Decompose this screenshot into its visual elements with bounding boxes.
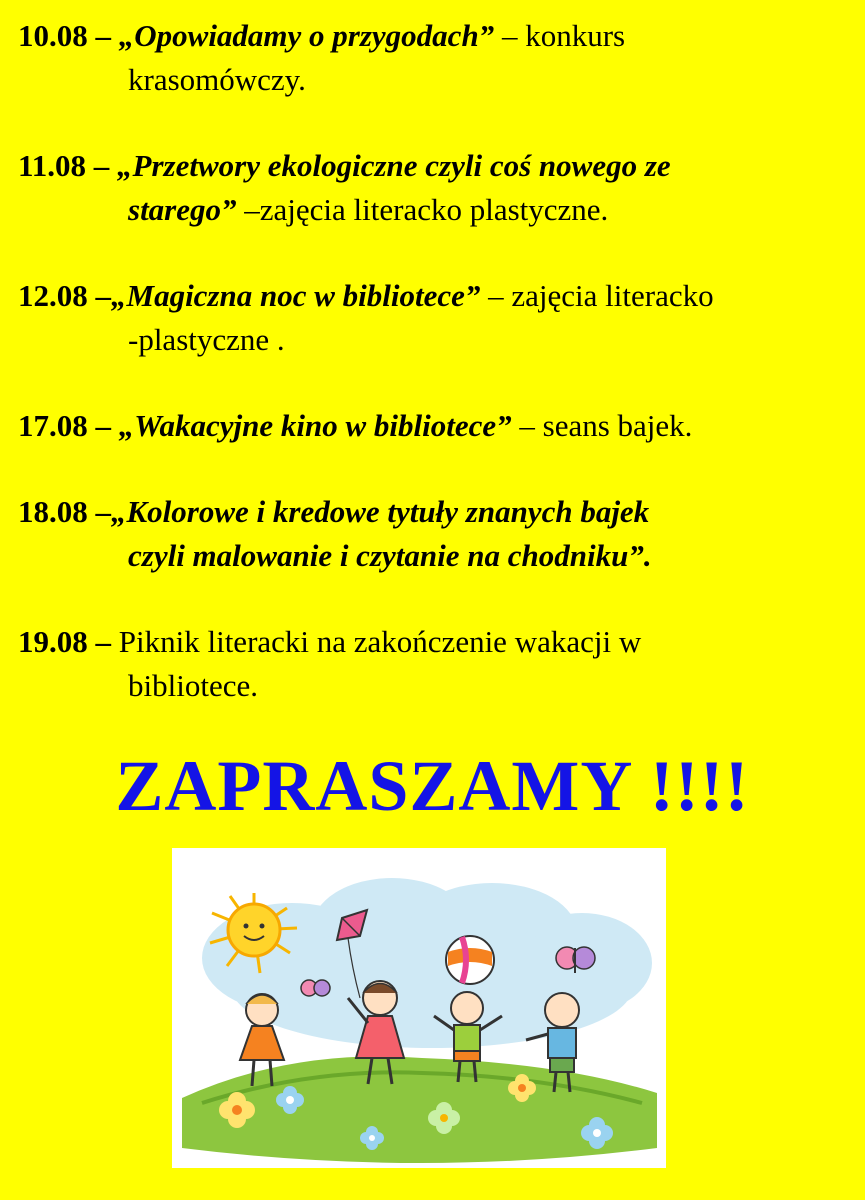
entry-line — [18, 274, 863, 318]
entry-description-cont: krasomówczy. — [128, 62, 306, 97]
entry-date: 10.08 — [18, 18, 88, 53]
entry-date: 19.08 — [18, 624, 88, 659]
children-playing-illustration — [172, 848, 666, 1168]
entry-title: „Wakacyjne kino w bibliotece” — [118, 408, 512, 443]
schedule-entry — [18, 620, 863, 708]
schedule-entry — [18, 404, 863, 448]
entry-title: „Opowiadamy o przygodach” — [118, 18, 495, 53]
entry-description-cont: bibliotece. — [128, 668, 258, 703]
schedule-list — [18, 14, 863, 750]
entry-description: – zajęcia literacko — [480, 278, 714, 313]
entry-dash: – — [87, 278, 111, 313]
entry-title: „Przetwory ekologiczne czyli coś nowego ze — [117, 148, 671, 183]
entry-date: 11.08 — [18, 148, 87, 183]
entry-title-cont: starego” — [128, 192, 237, 227]
schedule-entry — [18, 490, 863, 578]
entry-description: – konkurs — [494, 18, 626, 53]
entry-line — [18, 620, 863, 664]
entry-dash: – — [87, 494, 111, 529]
entry-continuation — [18, 534, 863, 578]
entry-dash: – — [87, 624, 119, 659]
entry-title-cont: czyli malowanie i czytanie na chodniku”. — [128, 538, 652, 573]
entry-continuation — [18, 188, 863, 232]
schedule-entry — [18, 274, 863, 362]
entry-continuation — [18, 664, 863, 708]
entry-dash: – — [86, 148, 118, 183]
entry-line — [18, 490, 863, 534]
entry-line — [18, 14, 863, 58]
entry-description: Piknik literacki na zakończenie wakacji w — [118, 624, 642, 659]
entry-line — [18, 144, 863, 188]
entry-description-cont: –zajęcia literacko plastyczne. — [236, 192, 609, 227]
schedule-entry — [18, 144, 863, 232]
entry-date: 17.08 — [18, 408, 88, 443]
entry-description: – seans bajek. — [511, 408, 693, 443]
ball-icon — [446, 936, 494, 984]
entry-date: 18.08 — [18, 494, 88, 529]
entry-continuation — [18, 318, 863, 362]
entry-continuation — [18, 58, 863, 102]
entry-dash: – — [87, 408, 119, 443]
schedule-entry — [18, 14, 863, 102]
butterfly-icon — [301, 980, 330, 996]
entry-line — [18, 404, 863, 448]
entry-description-cont: -plastyczne . — [128, 322, 285, 357]
entry-date: 12.08 — [18, 278, 88, 313]
entry-dash: – — [87, 18, 119, 53]
invitation-heading: ZAPRASZAMY !!!! — [115, 746, 750, 826]
entry-title: „Magiczna noc w bibliotece” — [111, 278, 481, 313]
entry-title: „Kolorowe i kredowe tytuły znanych bajek — [111, 494, 650, 529]
